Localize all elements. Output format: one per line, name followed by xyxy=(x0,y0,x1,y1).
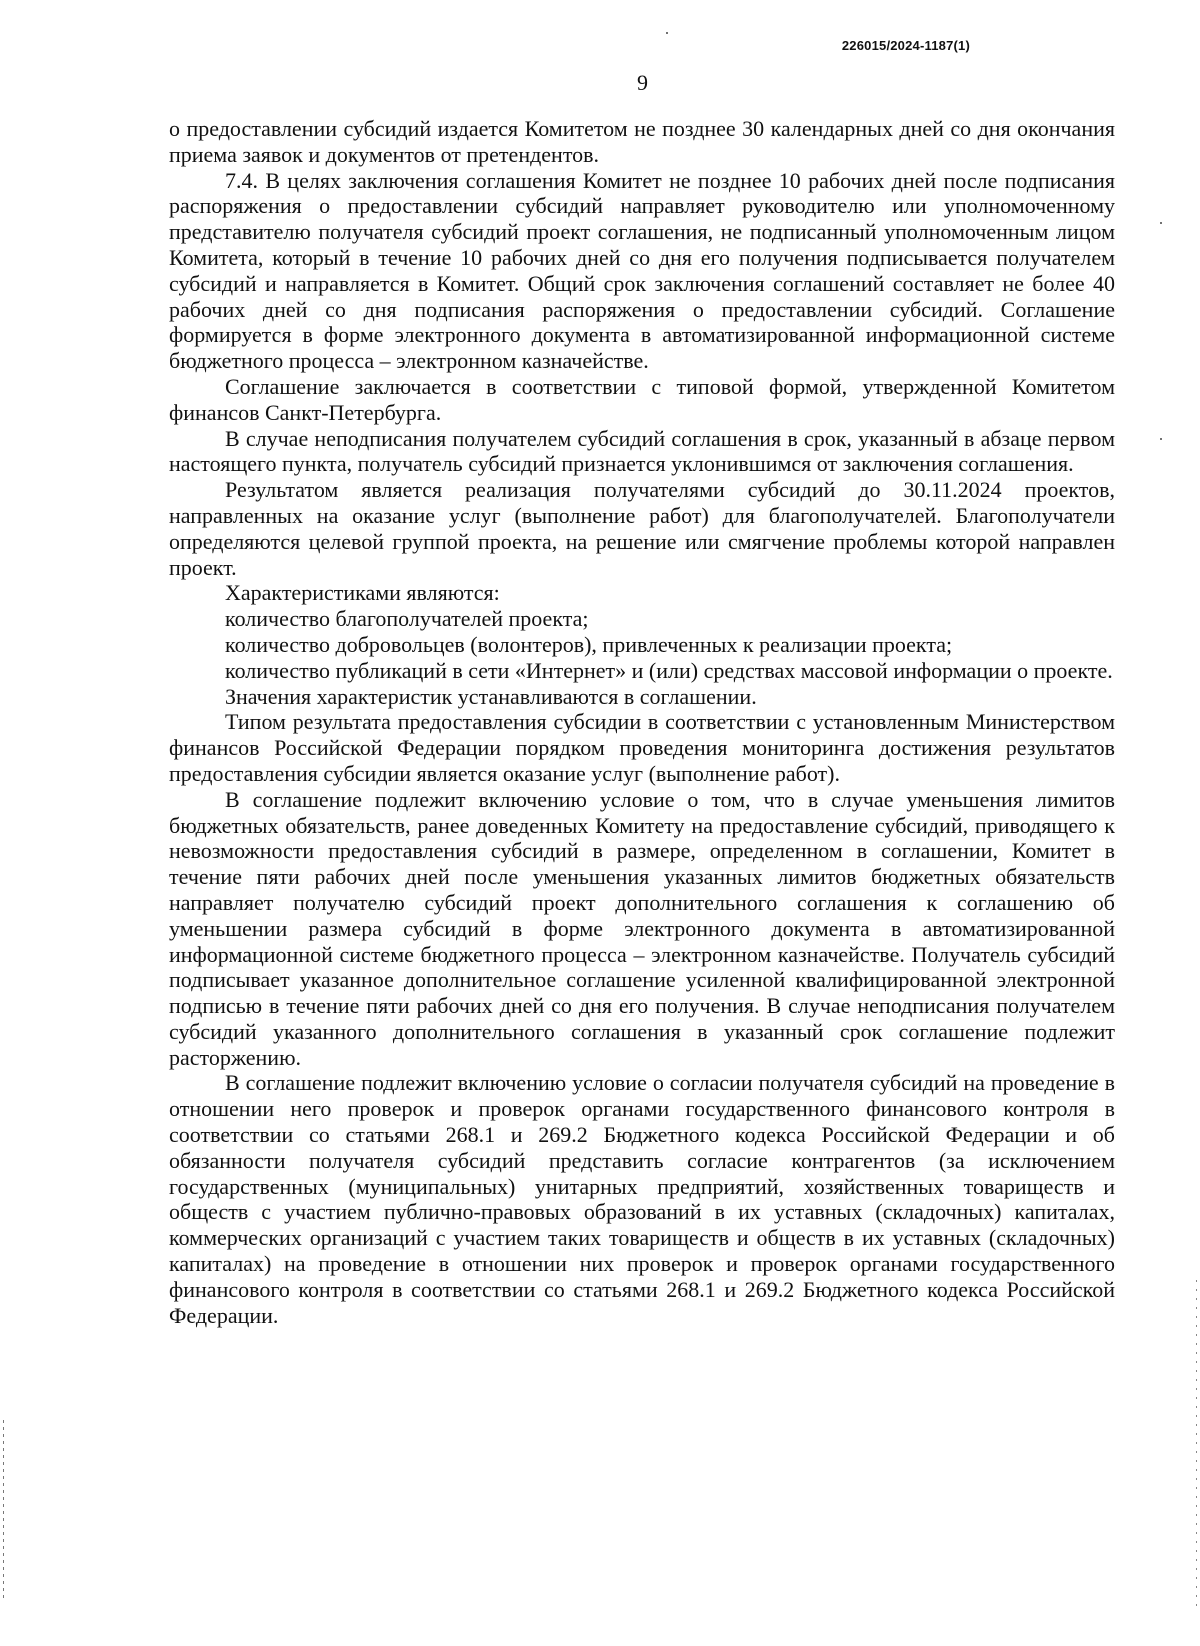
paragraph-result-type: Типом результата предоставления субсидии в соответствии с установленным Министерством финансов Российской Федерации порядком проведения мониторинга достижения результатов предоставления субсидии является оказание услуг (выполнение работ). xyxy=(169,709,1115,786)
list-item-publications: количество публикаций в сети «Интернет» и (или) средствах массовой информации о проекте. xyxy=(225,657,1113,683)
paragraph-non-signing: В случае неподписания получателем субсидий соглашения в срок, указанный в абзаце первом настоящего пункта, получатель субсидий признается уклонившимся от заключения соглашения. xyxy=(169,425,1115,477)
scan-artifact-right-edge xyxy=(1196,1280,1197,1610)
paragraph-values: Значения характеристик устанавливаются в соглашении. xyxy=(225,683,757,709)
paragraph-7-4: 7.4. В целях заключения соглашения Комитет не позднее 10 рабочих дней после подписания распоряжения о предоставлении субсидий направляет руководителю или уполномоченному представителю получателя субсидий проект соглашения, не подписанный уполномоченным лицом Комитета, который в течение 10 рабочих дней со дня его получения подписывается получателем субсидий и направляется в Комитет. Общий срок заключения соглашений составляет не более 40 рабочих дней со дня подписания распоряжения о предоставлении субсидий. Соглашение формируется в форме электронного документа в автоматизированной информационной системе бюджетного процесса – электронном казначействе. xyxy=(169,167,1115,374)
paragraph-typical-form: Соглашение заключается в соответствии с типовой формой, утвержденной Комитетом финансов Санкт-Петербурга. xyxy=(169,373,1115,425)
scan-artifact-dot xyxy=(1160,222,1162,224)
scan-artifact-dot xyxy=(1160,438,1162,440)
paragraph-inspections-consent: В соглашение подлежит включению условие о согласии получателя субсидий на проведение в отношении него проверок и проверок органами государственного финансового контроля в соответствии со статьями 268.1 и 269.2 Бюджетного кодекса Российской Федерации и об обязанности получателя субсидий представить согласие контрагентов (за исключением государственных (муниципальных) унитарных предприятий, хозяйственных товариществ и обществ с участием публично-правовых образований в их уставных (складочных) капиталах, коммерческих организаций с участием таких товариществ и обществ в их уставных (складочных) капиталах) на проведение в отношении них проверок и проверок органами государственного финансового контроля в соответствии со статьями 268.1 и 269.2 Бюджетного кодекса Российской Федерации. xyxy=(169,1070,1115,1328)
paragraph-continuation: о предоставлении субсидий издается Комитетом не позднее 30 календарных дней со дня окончания приема заявок и документов от претендентов. xyxy=(169,116,1115,167)
list-item-beneficiaries: количество благополучателей проекта; xyxy=(225,606,589,632)
list-item-volunteers: количество добровольцев (волонтеров), привлеченных к реализации проекта; xyxy=(225,631,953,657)
document-registration-number: 226015/2024-1187(1) xyxy=(841,38,970,53)
scan-artifact-dot xyxy=(666,32,668,34)
paragraph-limits-reduction: В соглашение подлежит включению условие о том, что в случае уменьшения лимитов бюджетных обязательств, ранее доведенных Комитету на предоставление субсидий, приводящего к невозможности предоставления субсидий в размере, определенном в соглашении, Комитет в течение пяти рабочих дней после уменьшения указанных лимитов бюджетных обязательств направляет получателю субсидий проект дополнительного соглашения к соглашению об уменьшении размера субсидий в форме электронного документа в автоматизированной информационной системе бюджетного процесса – электронном казначействе. Получатель субсидий подписывает указанное дополнительное соглашение усиленной квалифицированной электронной подписью в течение пяти рабочих дней со дня его получения. В случае неподписания получателем субсидий указанного дополнительного соглашения в указанный срок соглашение подлежит расторжению. xyxy=(169,786,1115,1070)
paragraph-result: Результатом является реализация получателями субсидий до 30.11.2024 проектов, направленных на оказание услуг (выполнение работ) для благополучателей. Благополучатели определяются целевой группой проекта, на решение или смягчение проблемы которой направлен проект. xyxy=(169,477,1115,580)
paragraph-characteristics-heading: Характеристиками являются: xyxy=(225,580,500,606)
document-body xyxy=(169,116,1115,1328)
page-number: 9 xyxy=(637,70,648,95)
scan-artifact-left-edge xyxy=(3,1420,4,1600)
